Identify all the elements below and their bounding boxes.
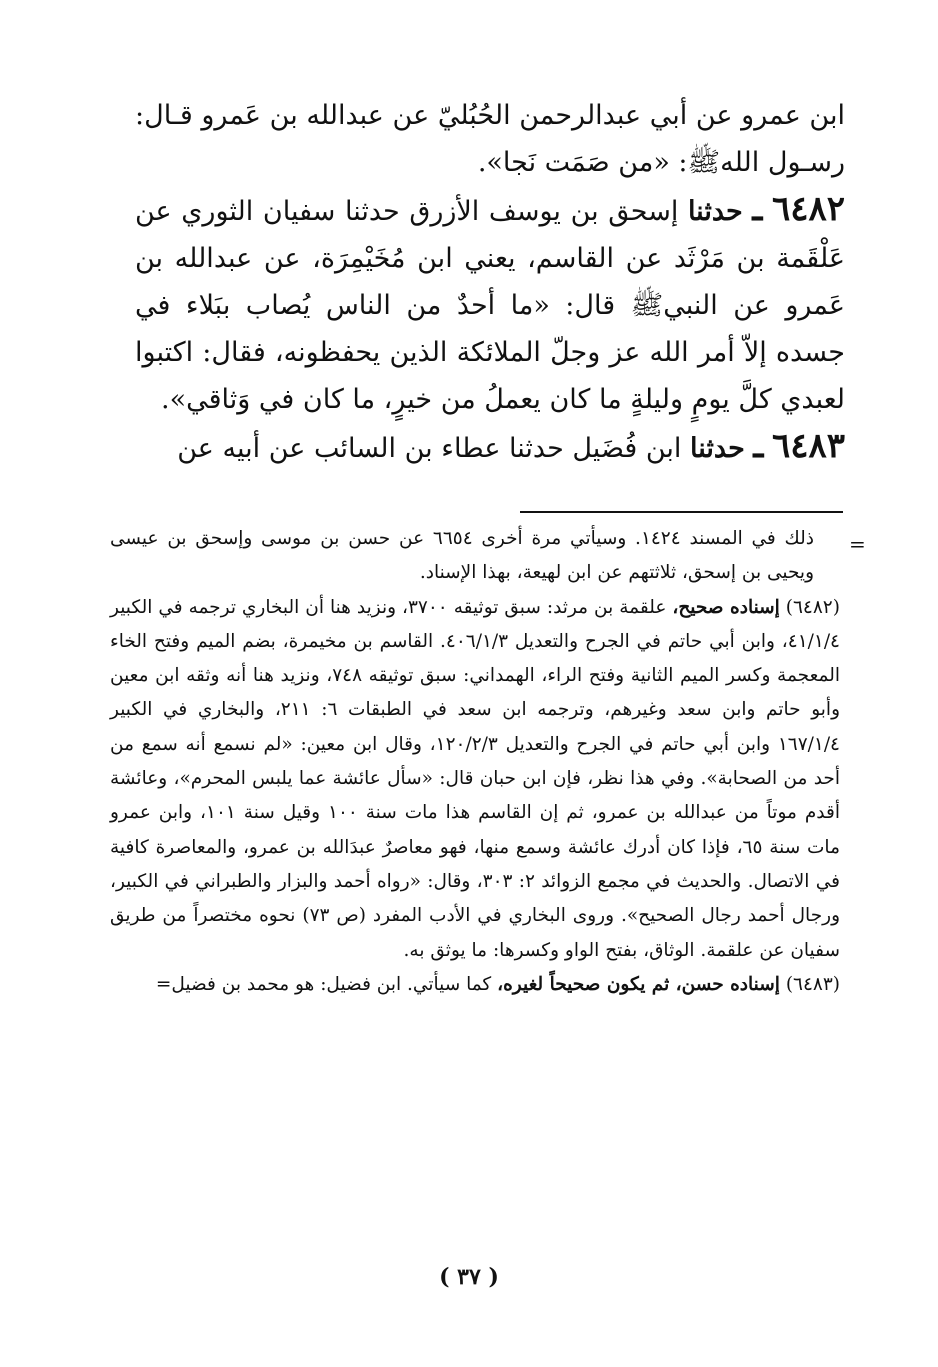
- main-text-block: [135, 92, 845, 472]
- footnote-keyword-6483: إسناده حسن، ثم يكون صحيحاً لغيره،: [497, 973, 780, 995]
- hadith-text-6482: إسحق بن يوسف الأزرق حدثنا سفيان الثوري عن عَلْقَمة بن مَرْثَد عن القاسم، يعني ابن مُخَيْمِرَة، عن عبدالله بن عَمرو عن النبيﷺ قال: «ما أحدٌ من الناس يُصاب ببَلاء في جسده إلاّ أمر الله عز وجلّ الملائكة الذين يحفظونه، فقال: اكتبوا لعبدي كلَّ يومٍ وليلةٍ ما كان يعملُ من خيرٍ، ما كان في وَثاقي».: [135, 196, 845, 415]
- footnote-continued-text: ذلك في المسند ١٤٢٤. وسيأتي مرة أخرى ٦٦٥٤ عن حسن بن موسى وإسحق بن عيسى ويحيى بن إسحق، ثلاثتهم عن ابن لهيعة، بهذا الإسناد.: [110, 528, 815, 584]
- hadith-6481-ending-text: ابن عمرو عن أبي عبدالرحمن الحُبُليّ عن عبدالله بن عَمرو قـال: رسـول اللهﷺ: «من صَمَت نَجا».: [135, 100, 845, 178]
- footnotes-block: [110, 522, 840, 1002]
- footnote-number-6483: (٦٤٨٣): [785, 973, 840, 995]
- hadith-keyword: حدثنا: [687, 196, 743, 227]
- page-number: ( ٣٧ ): [439, 1264, 499, 1290]
- footnote-6482: [110, 591, 840, 968]
- footnote-text-6482: علقمة بن مرثد: سبق توثيقه ٣٧٠٠، ونزيد هنا أن البخاري ترجمه في الكبير ٤١/١/٤، وابن أبي حاتم في الجرح والتعديل ٤٠٦/١/٣. القاسم بن مخيمرة، بضم الميم وفتح الخاء المعجمة وكسر الميم الثانية وفتح الراء، الهمداني: سبق توثيقه ٧٤٨، ونزيد هنا أنه وثقه ابن معين وأبو حاتم وابن سعد وغيرهم، وترجمه ابن سعد في الطبقات ٦: ٢١١، والبخاري في الكبير ١٦٧/١/٤ وابن أبي حاتم في الجرح والتعديل ١٢٠/٢/٣، وقال ابن معين: «لم نسمع أنه سمع من أحد من الصحابة». وفي هذا نظر، فإن ابن حبان قال: «سأل عائشة عما يلبس المحرم»، وعائشة أقدم موتاً من عبدالله بن عمرو، ثم إن القاسم هذا مات سنة ١٠٠ وقيل سنة ١٠١، وابن عمرو مات سنة ٦٥، فإذا كان أدرك عائشة وسمع منها، فهو معاصرٌ عبدَالله بن عمرو، والمعاصرة كافية في الاتصال. والحديث في مجمع الزوائد ٢: ٣٠٣، وقال: «رواه أحمد والبزار والطبراني في الكبير، ورجال أحمد رجال الصحيح». وروى البخاري في الأدب المفرد (ص ٧٣) نحوه مختصراً من طريق سفيان عن علقمة. الوثاق، بفتح الواو وكسرها: ما يوثق به.: [110, 596, 841, 961]
- hadith-number-6483: ٦٤٨٣: [771, 426, 845, 466]
- hadith-text-6483: ابن فُضَيل حدثنا عطاء بن السائب عن أبيه عن: [177, 433, 682, 464]
- hadith-dash: ـ: [753, 426, 764, 466]
- hadith-6482: [135, 186, 845, 423]
- hadith-6481-ending: [135, 92, 845, 186]
- continuation-mark: =: [849, 532, 866, 556]
- footnote-text-6483: كما سيأتي. ابن فضيل: هو محمد بن فضيل=: [155, 973, 492, 995]
- footnote-6483: [110, 968, 840, 1002]
- footnote-divider: [520, 511, 843, 513]
- hadith-6483: [135, 423, 845, 472]
- footnote-keyword-6482: إسناده صحيح،: [672, 596, 780, 618]
- footnote-number-6482: (٦٤٨٢): [785, 596, 840, 618]
- footnote-continued: [110, 522, 840, 591]
- hadith-dash: ـ: [752, 189, 763, 229]
- hadith-keyword: حدثنا: [690, 433, 745, 464]
- hadith-number-6482: ٦٤٨٢: [771, 189, 845, 229]
